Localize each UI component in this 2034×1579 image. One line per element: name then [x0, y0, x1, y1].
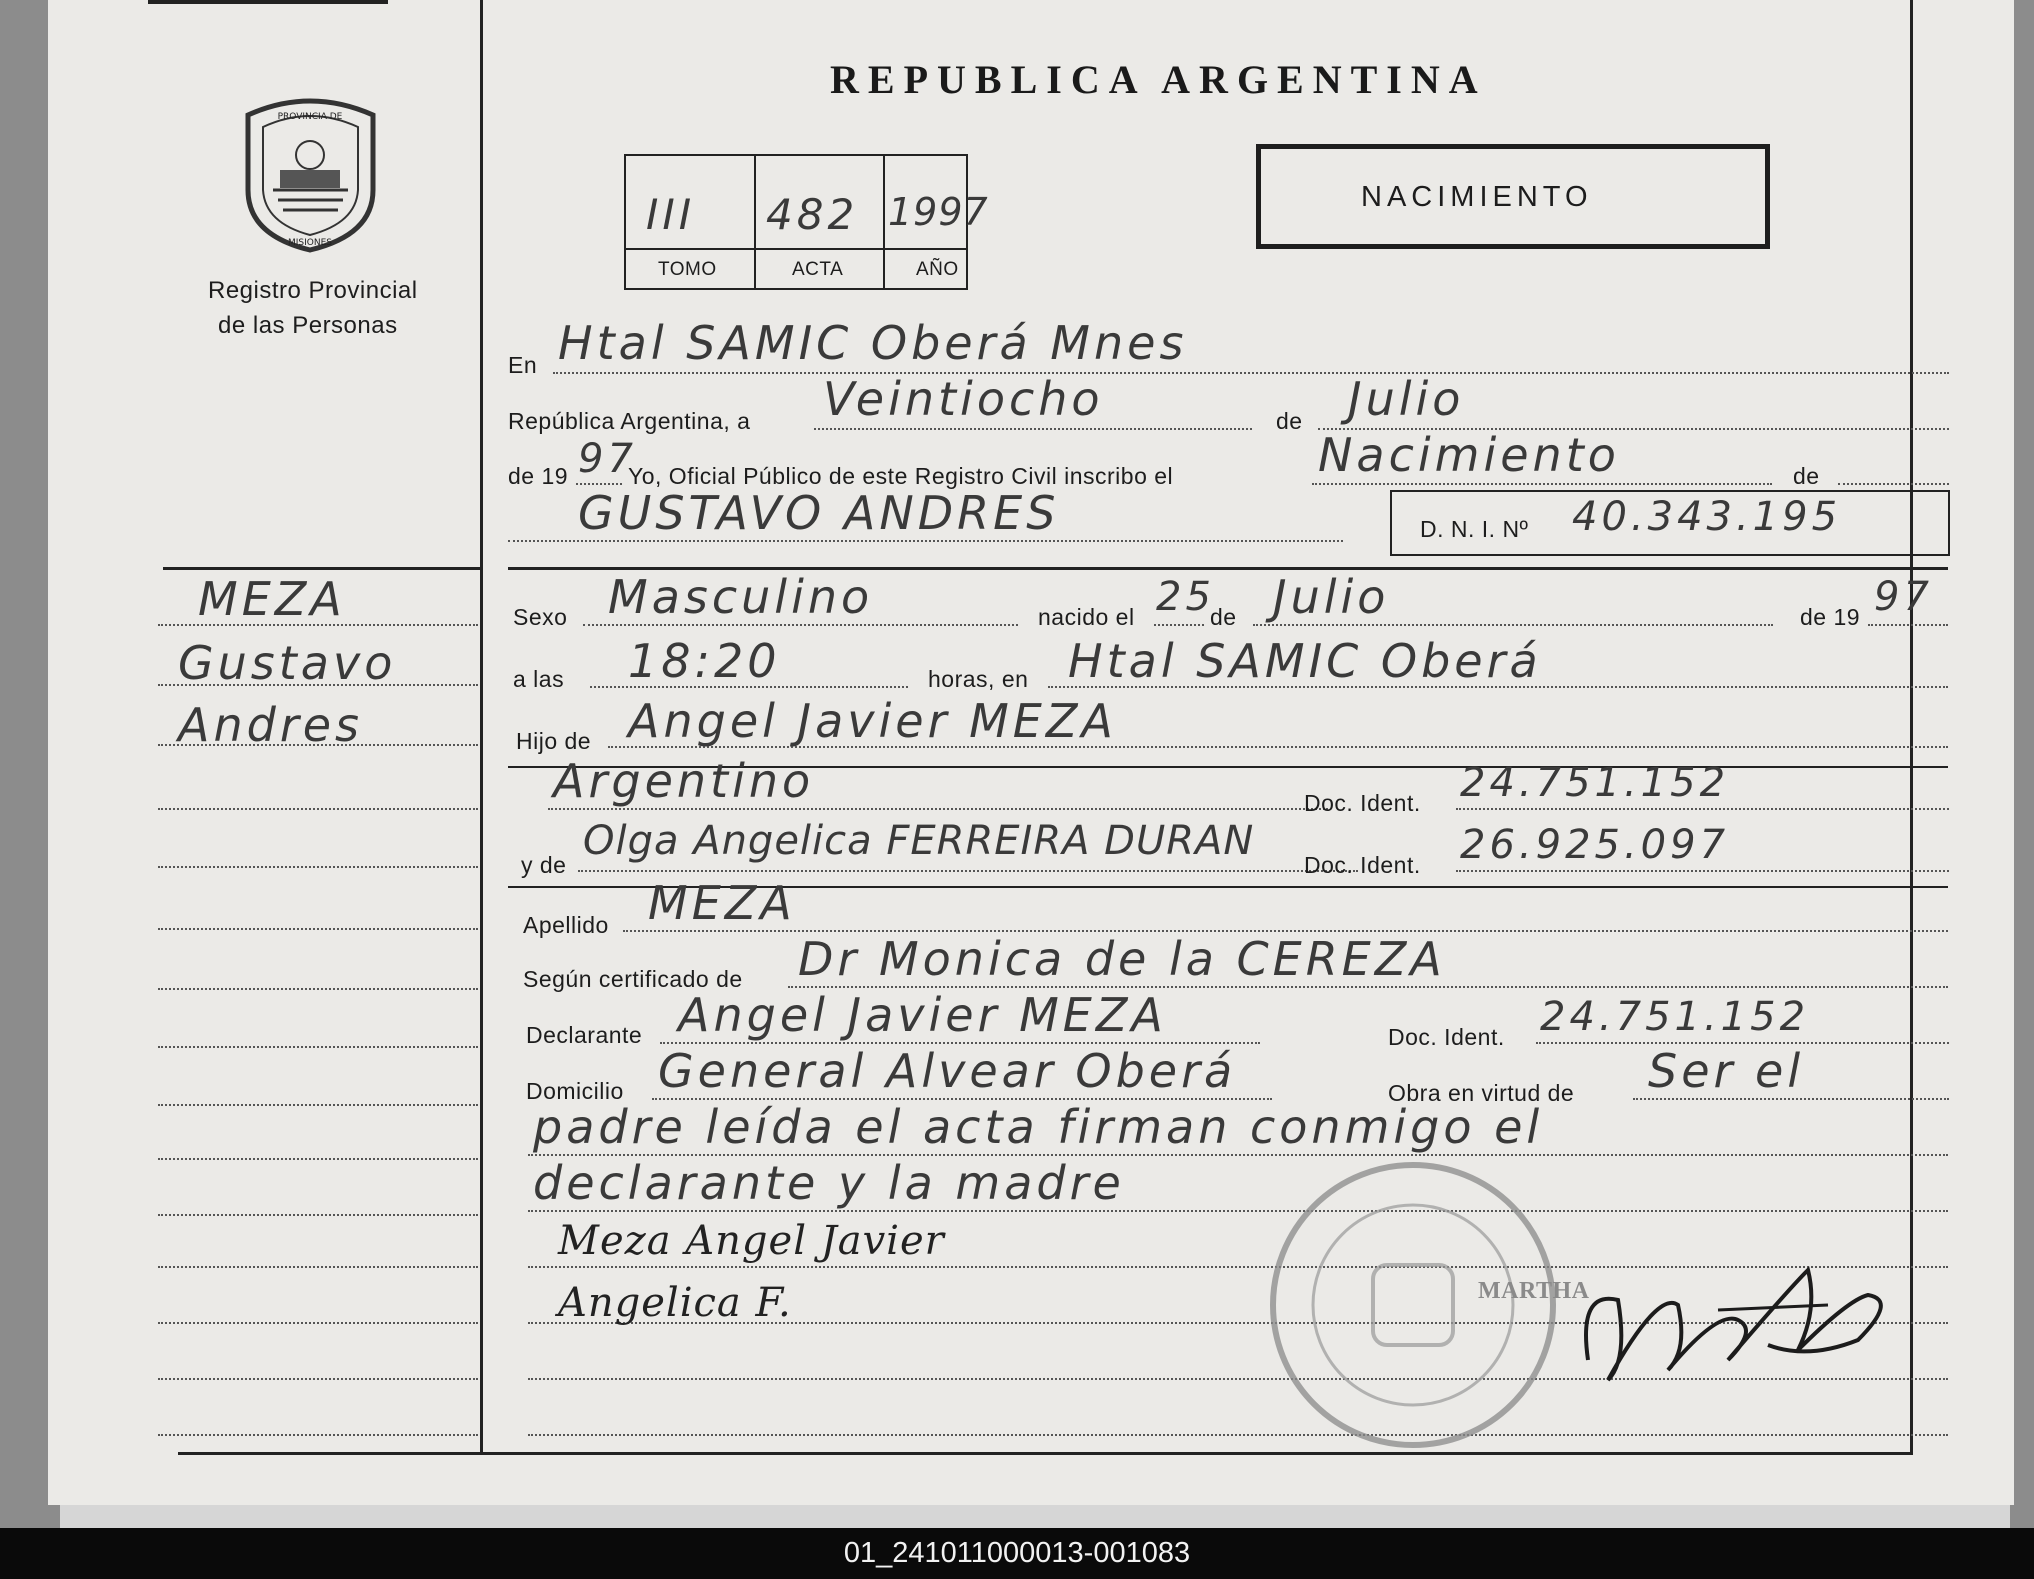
hw-child-name: GUSTAVO ANDRES: [578, 486, 1060, 540]
margin-first-name: Gustavo: [178, 636, 397, 690]
label-obra: Obra en virtud de: [1388, 1080, 1575, 1106]
record-type-box: [1256, 144, 1770, 249]
officer-signature-icon: [1568, 1250, 1948, 1400]
acta-label: ACTA: [792, 259, 844, 280]
form-bottom-rule: [178, 1452, 1913, 1455]
label-doc-ident-3: Doc. Ident.: [1388, 1024, 1505, 1050]
signature-father: Meza Angel Javier: [558, 1218, 945, 1264]
hw-day-words: Veintiocho: [823, 372, 1104, 426]
label-doc-ident-2: Doc. Ident.: [1304, 852, 1421, 878]
label-hijo-de: Hijo de: [516, 728, 592, 754]
label-de: de: [1276, 408, 1303, 434]
label-segun: Según certificado de: [523, 966, 743, 992]
dni-box: [1390, 490, 1950, 556]
hw-dni-number: 40.343.195: [1572, 494, 1842, 540]
seal-bottom-text: MISIONES: [287, 238, 333, 248]
margin-surname: MEZA: [198, 572, 346, 626]
registry-name-line1: Registro Provincial: [208, 277, 418, 304]
hw-month: Julio: [1348, 372, 1465, 426]
official-stamp-icon: [1258, 1150, 1568, 1460]
anio-label: AÑO: [916, 259, 959, 280]
hw-surname: MEZA: [648, 876, 796, 930]
top-edge: [148, 0, 388, 4]
label-republica: República Argentina, a: [508, 408, 751, 434]
hw-reason: Ser el: [1648, 1044, 1805, 1098]
column-divider: [480, 0, 483, 1455]
hw-time: 18:20: [628, 634, 781, 688]
provincial-seal-icon: [238, 95, 383, 255]
seal-top-text: PROVINCIA DE: [277, 112, 343, 122]
hw-birth-month: Julio: [1273, 570, 1390, 624]
hw-father-doc: 24.751.152: [1460, 760, 1730, 806]
hw-mother-doc: 26.925.097: [1460, 822, 1730, 868]
hw-father: Angel Javier MEZA: [628, 694, 1117, 748]
tomo-label: TOMO: [658, 259, 717, 280]
label-de-end: de: [1793, 463, 1820, 489]
label-nacido-el: nacido el: [1038, 604, 1135, 630]
hw-birth-year-suffix: 97: [1874, 574, 1933, 620]
hw-declarant-doc: 24.751.152: [1540, 994, 1810, 1040]
hw-father-nationality: Argentino: [553, 754, 815, 808]
hw-note-line1: padre leída el acta firman conmigo el: [533, 1100, 1544, 1154]
country-title: REPUBLICA ARGENTINA: [830, 57, 1487, 102]
file-caption: 01_241011000013-001083: [0, 1528, 2034, 1579]
stamp-officer-name: MARTHA: [1478, 1278, 1590, 1304]
signature-mother: Angelica F.: [558, 1280, 792, 1326]
label-yo-oficial: Yo, Oficial Público de este Registro Civil inscribo el: [628, 463, 1174, 489]
acta-value: 482: [766, 190, 859, 239]
label-apellido: Apellido: [523, 912, 609, 938]
label-domicilio: Domicilio: [526, 1078, 624, 1104]
reference-box: [624, 154, 989, 290]
registry-name-line2: de las Personas: [218, 312, 398, 339]
form-right-border: [1910, 0, 1913, 1455]
hw-year-suffix: 97: [578, 436, 637, 482]
label-doc-ident-1: Doc. Ident.: [1304, 790, 1421, 816]
label-de-19: de 19: [508, 463, 569, 489]
hw-birth-place: Htal SAMIC Oberá: [1068, 634, 1542, 688]
label-a-las: a las: [513, 666, 565, 692]
label-de-2: de: [1210, 604, 1237, 630]
record-type-label: NACIMIENTO: [1361, 181, 1593, 213]
tomo-value: III: [646, 190, 696, 239]
label-y-de: y de: [521, 852, 567, 878]
margin-middle-name: Andres: [178, 698, 363, 752]
hw-event: Nacimiento: [1318, 428, 1620, 482]
hw-certifier: Dr Monica de la CEREZA: [798, 932, 1446, 986]
label-de-19-b: de 19: [1800, 604, 1861, 630]
label-horas-en: horas, en: [928, 666, 1029, 692]
label-sexo: Sexo: [513, 604, 568, 630]
label-en: En: [508, 352, 538, 378]
label-dni: D. N. I. Nº: [1420, 516, 1529, 542]
hw-note-line2: declarante y la madre: [533, 1156, 1125, 1210]
hw-mother: Olga Angelica FERREIRA DURAN: [583, 818, 1255, 864]
hw-registration-place: Htal SAMIC Oberá Mnes: [558, 316, 1188, 370]
label-declarante: Declarante: [526, 1022, 643, 1048]
anio-value: 1997: [888, 190, 989, 234]
bottom-edge: [60, 1505, 2010, 1528]
certificate-sheet: [48, 0, 2014, 1505]
hw-address: General Alvear Oberá: [658, 1044, 1237, 1098]
hw-sex: Masculino: [608, 570, 874, 624]
hw-birth-day: 25: [1156, 574, 1215, 620]
hw-declarant: Angel Javier MEZA: [678, 988, 1167, 1042]
